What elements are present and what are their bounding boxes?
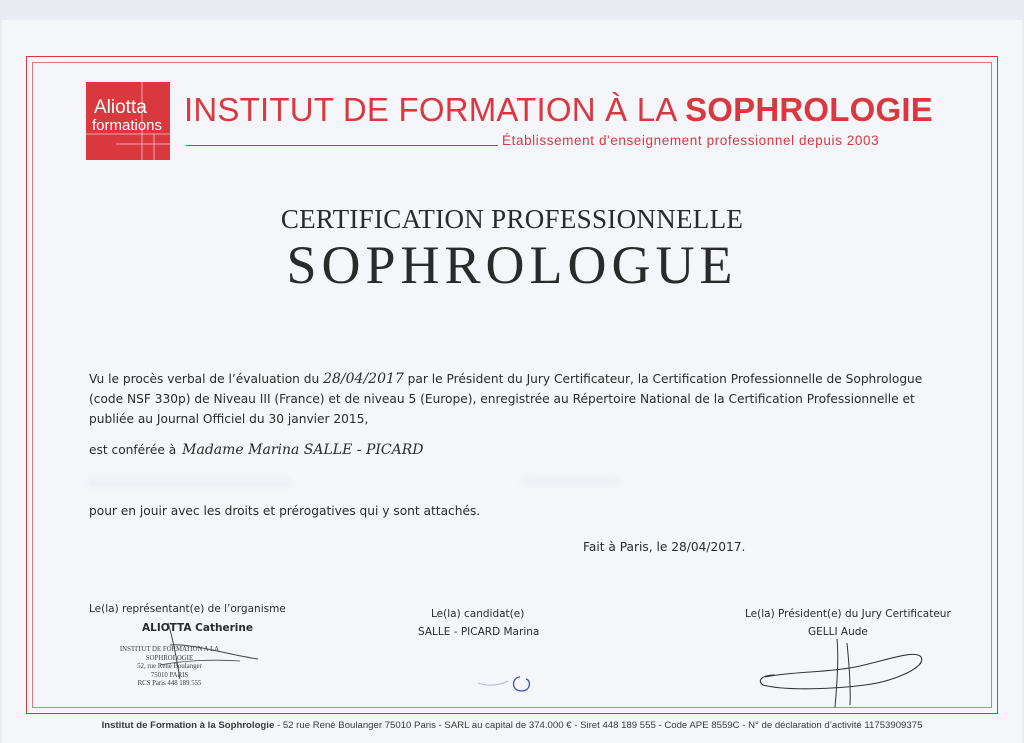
institute-title-regular: INSTITUT DE FORMATION À LA — [184, 91, 686, 128]
logo-line-2: formations — [92, 117, 163, 134]
institute-title — [184, 90, 933, 130]
stamp-line-4: RCS Paris 448 189 555 — [137, 680, 202, 687]
logo-line-1: Aliotta — [94, 97, 147, 118]
evaluation-date: 28/04/2017 — [323, 371, 404, 387]
organisme-signature — [110, 615, 270, 695]
rights-text: pour en jouir avec les droits et prérogatives qui y sont attachés. — [89, 504, 481, 518]
stamp-line-2: 52, rue René Boulanger — [137, 663, 202, 670]
candidat-name: SALLE - PICARD Marina — [418, 626, 540, 638]
footer-details: - 52 rue René Boulanger 75010 Paris - SARL au capital de 374.000 € - Siret 448 189 555 - Code APE 8559C - N° de déclaration d’activité 11753909375 — [274, 720, 923, 731]
footer-name: Institut de Formation à la Sophrologie — [101, 720, 275, 731]
institute-title-bold: SOPHROLOGIE — [685, 91, 933, 128]
place-date: Fait à Paris, le 28/04/2017. — [583, 540, 746, 554]
conferee-prefix: est conférée à — [89, 443, 177, 457]
organisme-label: Le(la) représentant(e) de l’organisme — [89, 603, 286, 615]
jury-name: GELLI Aude — [808, 626, 868, 638]
redacted-area — [86, 478, 291, 488]
conferee-line — [89, 442, 424, 458]
institute-subtitle: Établissement d'enseignement professionnel depuis 2003 — [502, 133, 880, 148]
stamp-line-1: INSTITUT DE FORMATION A LA SOPHROLOGIE — [119, 646, 220, 662]
title-rule — [186, 145, 498, 146]
jury-signature — [755, 635, 930, 710]
jury-label: Le(la) Président(e) du Jury Certificateur — [745, 608, 951, 620]
footer — [0, 720, 1024, 731]
body-text-intro: Vu le procès verbal de l’évaluation du — [89, 372, 324, 386]
stamp-line-3: 75010 PARIS — [150, 671, 189, 679]
organisme-name: ALIOTTA Catherine — [142, 622, 253, 634]
candidat-label: Le(la) candidat(e) — [431, 608, 525, 620]
certificate-title: SOPHROLOGUE — [286, 235, 738, 295]
candidat-signature — [470, 665, 550, 700]
body-text-main: par le Président du Jury Certificateur, la Certification Professionnelle de Sophrologue (code NSF 330p) de Niveau III (France) et de niveau 5 (Europe), enregistrée au Répertoire National de la Certification Professionnelle et publiée au Journal Officiel du 30 janvier 2015, — [89, 372, 923, 426]
aliotta-logo — [86, 82, 170, 160]
redacted-area — [520, 476, 620, 486]
certificate-body — [89, 369, 949, 429]
conferee-name: Madame Marina SALLE - PICARD — [182, 442, 424, 458]
certificate-heading: CERTIFICATION PROFESSIONNELLE — [280, 204, 744, 234]
